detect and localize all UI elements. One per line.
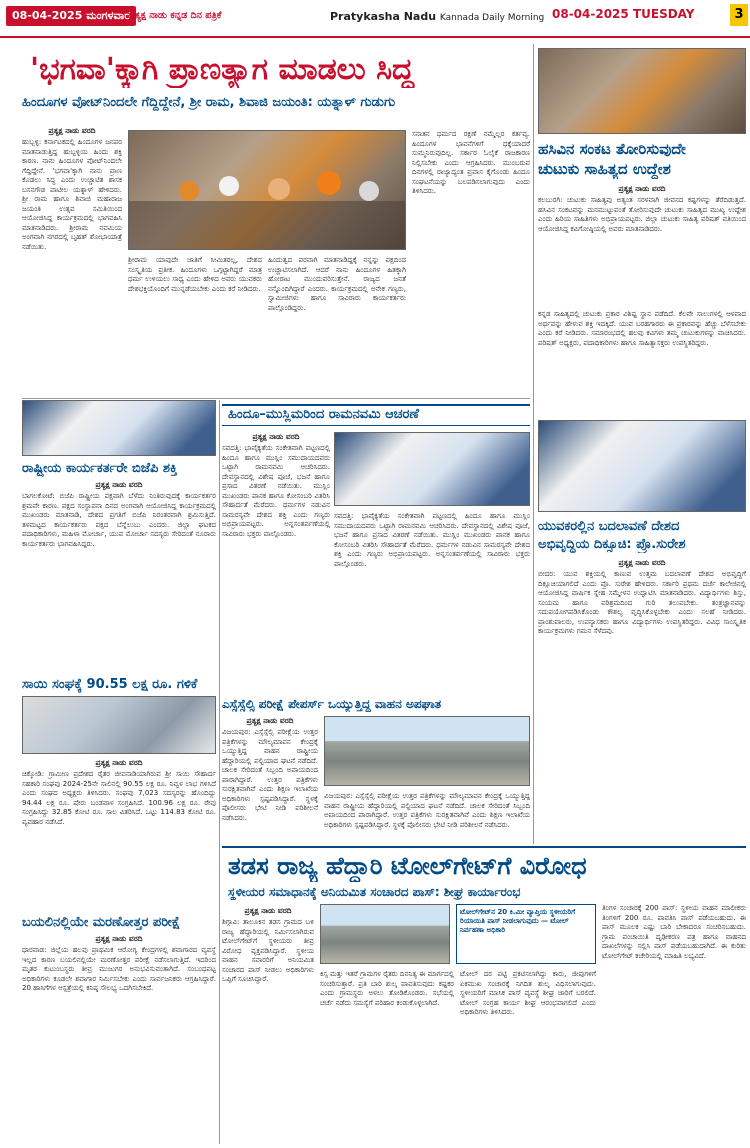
ramnavami-headline: ಹಿಂದೂ–ಮುಸ್ಲಿಮರಿಂದ ರಾಮನವಮಿ ಆಚರಣೆ: [228, 407, 419, 422]
page-number: 3: [730, 4, 748, 26]
accident-byline: ಪ್ರತ್ಯಕ್ಷ ನಾಡು ವರದಿ: [246, 716, 294, 725]
youth-headline-1: ಯುವಕರಲ್ಲಿನ ಬದಲಾವಣೆ ದೇಶದ: [538, 519, 680, 534]
toll-body-4: ತಿಂಗಳ ಸಂಚಾರಕ್ಕೆ 200 ಪಾಸ್: ಸ್ಥಳೀಯ ವಾಹನ ಮಾಲೀಕರು ತಿಂಗಳಿಗೆ 200 ರೂ. ಪಾವತಿಸಿ ಪಾಸ್ ಪಡೆಯಬಹುದು. ಈ ಪಾಸ್ ಮೂಲಕ ಎಷ್ಟು ಬಾರಿ ಬೇಕಾದರೂ ಸಂಚರಿಸಬಹುದು. ಗ್ರಾಮ ಪಂಚಾಯಿತಿ ದೃಢೀಕರಣ ಪತ್ರ ಹಾಗೂ ವಾಹನದ ದಾಖಲೆಗಳನ್ನು ಸಲ್ಲಿಸಿ ಪಾಸ್ ಪಡೆಯಬಹುದಾಗಿದೆ. ಈ ಕುರಿತು ಟೋಲ್‌ಗೇಟ್ ಕಚೇರಿಯಲ್ಲಿ ಮಾಹಿತಿ ಲಭ್ಯವಿದೆ.: [602, 904, 746, 960]
masthead-kn: ಪ್ರತ್ಯಕ್ಷ ನಾಡು ಕನ್ನಡ ದಿನ ಪತ್ರಿಕೆ: [128, 10, 222, 21]
crematorium-body: ಧಾರವಾಡ: ಜಿಲ್ಲೆಯ ಹಲವು ಪ್ರಾಥಮಿಕ ಆರೋಗ್ಯ ಕೇಂದ್ರಗಳಲ್ಲಿ ಶವಾಗಾರದ ವ್ಯವಸ್ಥೆ ಇಲ್ಲದ ಕಾರಣ ಬಯಲಿನಲ್ಲಿಯೇ ಮರಣೋತ್ತರ ಪರೀಕ್ಷೆ ನಡೆಸಲಾಗುತ್ತಿದೆ. ಇದರಿಂದ ಮೃತರ ಕುಟುಂಬಸ್ಥರು ತೀವ್ರ ಮುಜುಗರ ಅನುಭವಿಸುವಂತಾಗಿದೆ. ಸಂಬಂಧಪಟ್ಟ ಅಧಿಕಾರಿಗಳು ಕೂಡಲೇ ಶವಾಗಾರ ನಿರ್ಮಿಸಬೇಕು ಎಂದು ಸಾರ್ವಜನಿಕರು ಆಗ್ರಹಿಸಿದ್ದಾರೆ. 20 ಹಾಸಿಗೆಗಳ ಆಸ್ಪತ್ರೆಯಲ್ಲಿ ಕನಿಷ್ಠ ಸೌಲಭ್ಯ ಒದಗಿಸಬೇಕಿದೆ.: [22, 946, 216, 992]
accident-body-2: ವಿಜಯಪುರ: ಎಸ್ಸೆಸ್ಸೆಲ್ಸಿ ಪರೀಕ್ಷೆಯ ಉತ್ತರ ಪತ್ರಿಕೆಗಳನ್ನು ಮೌಲ್ಯಮಾಪನ ಕೇಂದ್ರಕ್ಕೆ ಒಯ್ಯುತ್ತಿದ್ದ ವಾಹನ ರಾಷ್ಟ್ರೀಯ ಹೆದ್ದಾರಿಯಲ್ಲಿ ಪಲ್ಟಿಯಾದ ಘಟನೆ ನಡೆದಿದೆ. ಚಾಲಕ ಸೇರಿದಂತೆ ಸಿಬ್ಬಂದಿ ಅಪಾಯದಿಂದ ಪಾರಾಗಿದ್ದಾರೆ. ಉತ್ತರ ಪತ್ರಿಕೆಗಳು ಸುರಕ್ಷಿತವಾಗಿವೆ ಎಂದು ಶಿಕ್ಷಣ ಇಲಾಖೆಯ ಅಧಿಕಾರಿಗಳು ಸ್ಪಷ್ಟಪಡಿಸಿದ್ದಾರೆ. ಸ್ಥಳಕ್ಕೆ ಪೊಲೀಸರು ಭೇಟಿ ನೀಡಿ ಪರಿಶೀಲನೆ ನಡೆಸಿದರು.: [324, 792, 530, 829]
masthead-sub: Kannada Daily Morning: [439, 13, 545, 23]
toll-body-3: ಟೋಲ್ ದರ ಪಟ್ಟಿ ಪ್ರಕಟಿಸಲಾಗಿದ್ದು ಕಾರು, ಜೀಪುಗಳಿಗೆ ಏಕಮುಖ ಸಂಚಾರಕ್ಕೆ ನಿಗದಿತ ಶುಲ್ಕ ವಿಧಿಸಲಾಗುವುದು. ಸ್ಥಳೀಯರಿಗೆ ಮಾಸಿಕ ಪಾಸ್ ವ್ಯವಸ್ಥೆ ಶೀಘ್ರ ಜಾರಿಗೆ ಬರಲಿದೆ. ಟೋಲ್ ಸಂಗ್ರಹ ಕಾರ್ಯ ಶೀಘ್ರ ಆರಂಭವಾಗಲಿದೆ ಎಂದು ಅಧಿಕಾರಿಗಳು ತಿಳಿಸಿದರು.: [460, 970, 596, 1016]
date-right: 08-04-2025 TUESDAY: [552, 7, 695, 21]
chutuku-byline: ಪ್ರತ್ಯಕ್ಷ ನಾಡು ವರದಿ: [618, 184, 666, 193]
toll-body-2: ಕಿಸ್ಸ ಮತ್ತು ಇತರೆ ಗ್ರಾಮಗಳ ರೈತರು ದಿನನಿತ್ಯ ಈ ಮಾರ್ಗದಲ್ಲಿ ಸಂಚರಿಸುತ್ತಾರೆ. ಪ್ರತಿ ಬಾರಿ ಶುಲ್ಕ ಪಾವತಿಸುವುದು ಕಷ್ಟಕರ ಎಂದು ಗ್ರಾಮಸ್ಥರು ಅಳಲು ತೋಡಿಕೊಂಡರು. ಸಭೆಯಲ್ಲಿ ಚರ್ಚೆ ನಡೆದು ಸಮಸ್ಯೆಗೆ ಪರಿಹಾರ ಕಂಡುಕೊಳ್ಳಲಾಗಿದೆ.: [320, 970, 454, 1007]
loan-photo: [22, 696, 216, 754]
ramnavami-body: ಸವದತ್ತಿ: ಭಾವೈಕ್ಯತೆಯ ಸಂಕೇತವಾಗಿ ಪಟ್ಟಣದಲ್ಲಿ ಹಿಂದೂ ಹಾಗೂ ಮುಸ್ಲಿಂ ಸಮುದಾಯದವರು ಒಟ್ಟಾಗಿ ರಾಮನವಮಿ ಆಚರಿಸಿದರು. ದೇವಸ್ಥಾನದಲ್ಲಿ ವಿಶೇಷ ಪೂಜೆ, ಭಜನೆ ಹಾಗೂ ಪ್ರಸಾದ ವಿತರಣೆ ನಡೆಯಿತು. ಮುಸ್ಲಿಂ ಮುಖಂಡರು ಪಾನಕ ಹಾಗೂ ಕೋಸಂಬರಿ ವಿತರಿಸಿ ಸೌಹಾರ್ದತೆ ಮೆರೆದರು. ಧರ್ಮಗಳ ನಡುವಿನ ಸಾಮರಸ್ಯವೇ ದೇಶದ ಶಕ್ತಿ ಎಂದು ಗಣ್ಯರು ಅಭಿಪ್ರಾಯಪಟ್ಟರು. ಅನ್ನಸಂತರ್ಪಣೆಯಲ್ಲಿ ಸಾವಿರಾರು ಭಕ್ತರು ಪಾಲ್ಗೊಂಡರು.: [222, 444, 330, 538]
lead-body-col3: ಹಿಂದುತ್ವದ ಪರವಾಗಿ ಮಾತನಾಡಿದ್ದಕ್ಕೆ ನನ್ನನ್ನು ಪಕ್ಷದಿಂದ ಉಚ್ಚಾಟಿಸಲಾಗಿದೆ. ಆದರೆ ನಾನು ಹಿಂದೂಗಳ ಹಿತಕ್ಕಾಗಿ ಹೋರಾಟ ಮುಂದುವರಿಸುತ್ತೇನೆ. ರಾಜ್ಯದ ಜನತೆ ನನ್ನೊಂದಿಗಿದ್ದಾರೆ ಎಂದರು. ಕಾರ್ಯಕ್ರಮದಲ್ಲಿ ಅನೇಕ ಗಣ್ಯರು, ಸ್ವಾಮೀಜಿಗಳು ಹಾಗೂ ಸಾವಿರಾರು ಕಾರ್ಯಕರ್ತರು ಪಾಲ್ಗೊಂಡಿದ್ದರು.: [268, 256, 406, 312]
youth-headline-2: ಅಭಿವೃದ್ಧಿಯ ದಿಕ್ಸೂಚಿ: ಪ್ರೊ.ಸುರೇಶ: [538, 537, 686, 552]
toll-quote-box: ಟೋಲ್‌ಗೇಟ್‌ನ 20 ಕಿ.ಮೀ ವ್ಯಾಪ್ತಿಯ ಸ್ಥಳೀಯರಿಗೆ ರಿಯಾಯಿತಿ ಪಾಸ್ ನೀಡಲಾಗುವುದು — ಟೋಲ್ ನಿರ್ವಹಣಾ ಅಧಿಕಾರಿ: [456, 904, 596, 964]
date-left: 08-04-2025 ಮಂಗಳವಾರ: [6, 6, 136, 26]
loan-body: ಚಿಕ್ಕೋಡಿ: ಗ್ರಾಮೀಣ ಪ್ರದೇಶದ ರೈತರ ಜೀವನಾಡಿಯಾಗಿರುವ ಶ್ರೀ ಸಾಯಿ ಸೌಹಾರ್ದ ಸಹಕಾರಿ ಸಂಘವು 2024-25ನೇ ಸಾಲಿನಲ್ಲಿ 90.55 ಲಕ್ಷ ರೂ. ನಿವ್ವಳ ಲಾಭ ಗಳಿಸಿದೆ ಎಂದು ಸಂಘದ ಅಧ್ಯಕ್ಷರು ತಿಳಿಸಿದರು. ಸಂಘವು 7,023 ಸದಸ್ಯರನ್ನು ಹೊಂದಿದ್ದು 94.44 ಲಕ್ಷ ರೂ. ಷೇರು ಬಂಡವಾಳ ಸಂಗ್ರಹಿಸಿದೆ. 100.96 ಲಕ್ಷ ರೂ. ಠೇವು ಸಂಗ್ರಹಿಸಿದ್ದು 32.85 ಕೋಟಿ ರೂ. ಸಾಲ ವಿತರಿಸಿದೆ. ಒಟ್ಟು 114.83 ಕೋಟಿ ರೂ. ವ್ಯವಹಾರ ನಡೆಸಿದೆ.: [22, 770, 216, 826]
chutuku-body-2: ಕನ್ನಡ ಸಾಹಿತ್ಯದಲ್ಲಿ ಚುಟುಕು ಪ್ರಕಾರ ವಿಶಿಷ್ಟ ಸ್ಥಾನ ಪಡೆದಿದೆ. ಕೆಲವೇ ಸಾಲುಗಳಲ್ಲಿ ಆಳವಾದ ಅರ್ಥವನ್ನು ಹೇಳುವ ಶಕ್ತಿ ಇದಕ್ಕಿದೆ. ಯುವ ಬರಹಗಾರರು ಈ ಪ್ರಕಾರವನ್ನು ಹೆಚ್ಚು ಬೆಳೆಸಬೇಕು ಎಂದು ಕರೆ ನೀಡಿದರು. ಸಮಾರಂಭದಲ್ಲಿ ಹಲವು ಕವಿಗಳು ತಮ್ಮ ಚುಟುಕುಗಳನ್ನು ವಾಚಿಸಿದರು. ಪರಿಷತ್ ಅಧ್ಯಕ್ಷರು, ಪದಾಧಿಕಾರಿಗಳು ಹಾಗೂ ಸಾಹಿತ್ಯಾಸಕ್ತರು ಉಪಸ್ಥಿತರಿದ್ದರು.: [538, 310, 746, 347]
toll-top-rule: [222, 846, 746, 848]
accident-body: ವಿಜಯಪುರ: ಎಸ್ಸೆಸ್ಸೆಲ್ಸಿ ಪರೀಕ್ಷೆಯ ಉತ್ತರ ಪತ್ರಿಕೆಗಳನ್ನು ಮೌಲ್ಯಮಾಪನ ಕೇಂದ್ರಕ್ಕೆ ಒಯ್ಯುತ್ತಿದ್ದ ವಾಹನ ರಾಷ್ಟ್ರೀಯ ಹೆದ್ದಾರಿಯಲ್ಲಿ ಪಲ್ಟಿಯಾದ ಘಟನೆ ನಡೆದಿದೆ. ಚಾಲಕ ಸೇರಿದಂತೆ ಸಿಬ್ಬಂದಿ ಅಪಾಯದಿಂದ ಪಾರಾಗಿದ್ದಾರೆ. ಉತ್ತರ ಪತ್ರಿಕೆಗಳು ಸುರಕ್ಷಿತವಾಗಿವೆ ಎಂದು ಶಿಕ್ಷಣ ಇಲಾಖೆಯ ಅಧಿಕಾರಿಗಳು ಸ್ಪಷ್ಟಪಡಿಸಿದ್ದಾರೆ. ಸ್ಥಳಕ್ಕೆ ಪೊಲೀಸರು ಭೇಟಿ ನೀಡಿ ಪರಿಶೀಲನೆ ನಡೆಸಿದರು.: [222, 728, 318, 822]
masthead-en: [330, 10, 544, 23]
right-top-photo: [538, 48, 746, 134]
toll-byline: ಪ್ರತ್ಯಕ್ಷ ನಾಡು ವರದಿ: [244, 906, 292, 915]
lead-byline: ಪ್ರತ್ಯಕ್ಷ ನಾಡು ವರದಿ: [48, 126, 96, 135]
loan-byline: ಪ್ರತ್ಯಕ್ಷ ನಾಡು ವರದಿ: [95, 758, 143, 767]
column-divider-right: [533, 44, 534, 844]
lead-para-1: ಹುಬ್ಬಳ್ಳಿ: ಕರ್ನಾಟಕದಲ್ಲಿ ಹಿಂದೂಗಳ ಜನಪರ ಮಾತನಾಡುತ್ತಿದ್ದ ಹುಬ್ಬಳ್ಳಿಯ ಹಿಂದು ಶಕ್ತಿ ಕಾರಣ. ನಾನು ಹಿಂದೂಗಳ ವೋಟ್‌ನಿಂದಲೇ ಗೆದ್ದಿದ್ದೇನೆ. 'ಭಗವಾ'ಕ್ಕಾಗಿ ನಾನು ಪ್ರಾಣ ಕೊಡಲು ಸಿದ್ಧ ಎಂದು ಉಚ್ಚಾಟಿತ ಶಾಸಕ ಬಸನಗೌಡ ಪಾಟೀಲ ಯತ್ನಾಳ್ ಹೇಳಿದರು. ಶ್ರೀ ರಾಮ ಹಾಗೂ ಶಿವಾಜಿ ಮಹಾರಾಜ ಜಯಂತಿ ಉತ್ಸವ ಸಮಿತಿಯಿಂದ ಆಯೋಜಿಸಿದ್ದ ಕಾರ್ಯಕ್ರಮದಲ್ಲಿ ಭಾಗವಹಿಸಿ ಮಾತನಾಡಿದರು. ಶ್ರೀರಾಮ ನವಮಿಯ ಅಂಗವಾಗಿ ನಗರದಲ್ಲಿ ಬೃಹತ್ ಶೋಭಾಯಾತ್ರೆ ನಡೆಯಿತು.: [22, 138, 122, 251]
youth-byline: ಪ್ರತ್ಯಕ್ಷ ನಾಡು ವರದಿ: [618, 558, 666, 567]
lead-bottom-rule: [22, 398, 530, 399]
chutuku-headline-1: ಹಸಿವಿನ ಸಂಕಟ ತೋರಿಸುವುದೇ: [538, 140, 686, 158]
youth-photo: [538, 420, 746, 512]
masthead-bar: [0, 0, 750, 38]
crematorium-byline: ಪ್ರತ್ಯಕ್ಷ ನಾಡು ವರದಿ: [95, 934, 143, 943]
toll-body-1: ಶಿಗ್ಗಾವಿ: ತಾಲೂಕಿನ ತಡಸ ಗ್ರಾಮದ ಬಳಿ ರಾಜ್ಯ ಹೆದ್ದಾರಿಯಲ್ಲಿ ನಿರ್ಮಿಸಲಾಗಿರುವ ಟೋಲ್‌ಗೇಟ್‌ಗೆ ಸ್ಥಳೀಯರು ತೀವ್ರ ವಿರೋಧ ವ್ಯಕ್ತಪಡಿಸಿದ್ದಾರೆ. ಸ್ಥಳೀಯ ವಾಹನ ಸವಾರರಿಗೆ ಅನಿಯಮಿತ ಸಂಚಾರದ ಪಾಸ್ ನೀಡಲು ಅಧಿಕಾರಿಗಳು ಒಪ್ಪಿಗೆ ಸೂಚಿಸಿದ್ದಾರೆ.: [222, 918, 314, 983]
toll-headline: ತಡಸ ರಾಜ್ಯ ಹೆದ್ದಾರಿ ಟೋಲ್‌ಗೇಟ್‌ಗೆ ವಿರೋಧ: [228, 852, 587, 880]
bjp-body: ಬಾಗಲಕೋಟೆ: ಬಿಜೆಪಿ ರಾಷ್ಟ್ರೀಯ ಪಕ್ಷವಾಗಿ ಬೆಳೆದು ನಿಂತಿರುವುದಕ್ಕೆ ಕಾರ್ಯಕರ್ತರ ಶ್ರಮವೇ ಕಾರಣ. ಪಕ್ಷದ ಸಂಸ್ಥಾಪನಾ ದಿನದ ಅಂಗವಾಗಿ ಆಯೋಜಿಸಿದ್ದ ಕಾರ್ಯಕ್ರಮದಲ್ಲಿ ಮುಖಂಡರು ಮಾತನಾಡಿ, ದೇಶದ ಪ್ರಗತಿಗೆ ಬಿಜೆಪಿ ನಿರಂತರವಾಗಿ ಶ್ರಮಿಸುತ್ತಿದೆ. ತಳಮಟ್ಟದ ಕಾರ್ಯಕರ್ತರು ಪಕ್ಷದ ಬೆನ್ನೆಲುಬು ಎಂದರು. ಜಿಲ್ಲಾ ಘಟಕದ ಪದಾಧಿಕಾರಿಗಳು, ಮಹಿಳಾ ಮೋರ್ಚಾ, ಯುವ ಮೋರ್ಚಾ ಸದಸ್ಯರು ಸೇರಿದಂತೆ ನೂರಾರು ಕಾರ್ಯಕರ್ತರು ಭಾಗವಹಿಸಿದ್ದರು.: [22, 492, 216, 548]
bjp-headline: ರಾಷ್ಟ್ರೀಯ ಕಾರ್ಯಕರ್ತರೇ ಬಿಜೆಪಿ ಶಕ್ತಿ: [22, 461, 178, 476]
accident-headline: ಎಸ್ಸೆಸ್ಸೆಲ್ಸಿ ಪರೀಕ್ಷೆ ಪೇಪರ್ಸ್ ಒಯ್ಯುತ್ತಿದ್ದ ವಾಹನ ಅಪಘಾತ: [222, 697, 442, 711]
toll-subhead: ಸ್ಥಳೀಯರ ಸಮಾಧಾನಕ್ಕೆ ಅನಿಯಮಿತ ಸಂಚಾರದ ಪಾಸ್: ಶೀಘ್ರ ಕಾರ್ಯಾರಂಭ: [228, 885, 521, 899]
ramnavami-photo: [334, 432, 530, 506]
accident-photo: [324, 716, 530, 786]
lead-subhead: ಹಿಂದೂಗಳ ವೋಟ್‌ನಿಂದಲೇ ಗೆದ್ದಿದ್ದೇನೆ, ಶ್ರೀ ರಾಮ, ಶಿವಾಜಿ ಜಯಂತಿ: ಯತ್ನಾಳ್ ಗುಡುಗು: [22, 95, 396, 110]
crowd-illustration: [129, 131, 406, 250]
lead-photo-rally: [128, 130, 406, 250]
bjp-photo: [22, 400, 216, 456]
loan-headline: ಸಾಯಿ ಸಂಘಕ್ಕೆ 90.55 ಲಕ್ಷ ರೂ. ಗಳಿಕೆ: [22, 677, 198, 692]
ramnavami-byline: ಪ್ರತ್ಯಕ್ಷ ನಾಡು ವರದಿ: [252, 432, 300, 441]
lead-body-col2: ಶ್ರೀರಾಮ ಯಾವುದೇ ಜಾತಿಗೆ ಸೀಮಿತರಲ್ಲ, ದೇಶದ ಸಂಸ್ಕೃತಿಯ ಪ್ರತೀಕ. ಹಿಂದೂಗಳು ಒಗ್ಗಟ್ಟಾಗಿದ್ದರೆ ಮಾತ್ರ ಧರ್ಮ ಉಳಿಯಲು ಸಾಧ್ಯ ಎಂದು ಹೇಳಿದ ಅವರು ಯುವಕರು ದೇಶಭಕ್ತಿಯೊಂದಿಗೆ ಮುನ್ನಡೆಯಬೇಕು ಎಂದು ಕರೆ ನೀಡಿದರು.: [128, 256, 262, 293]
ramnavami-body-2: ಸವದತ್ತಿ: ಭಾವೈಕ್ಯತೆಯ ಸಂಕೇತವಾಗಿ ಪಟ್ಟಣದಲ್ಲಿ ಹಿಂದೂ ಹಾಗೂ ಮುಸ್ಲಿಂ ಸಮುದಾಯದವರು ಒಟ್ಟಾಗಿ ರಾಮನವಮಿ ಆಚರಿಸಿದರು. ದೇವಸ್ಥಾನದಲ್ಲಿ ವಿಶೇಷ ಪೂಜೆ, ಭಜನೆ ಹಾಗೂ ಪ್ರಸಾದ ವಿತರಣೆ ನಡೆಯಿತು. ಮುಸ್ಲಿಂ ಮುಖಂಡರು ಪಾನಕ ಹಾಗೂ ಕೋಸಂಬರಿ ವಿತರಿಸಿ ಸೌಹಾರ್ದತೆ ಮೆರೆದರು. ಧರ್ಮಗಳ ನಡುವಿನ ಸಾಮರಸ್ಯವೇ ದೇಶದ ಶಕ್ತಿ ಎಂದು ಗಣ್ಯರು ಅಭಿಪ್ರಾಯಪಟ್ಟರು. ಅನ್ನಸಂತರ್ಪಣೆಯಲ್ಲಿ ಸಾವಿರಾರು ಭಕ್ತರು ಪಾಲ್ಗೊಂಡರು.: [334, 512, 530, 568]
lead-headline: 'ಭಗವಾ'ಕ್ಕಾಗಿ ಪ್ರಾಣತ್ಯಾಗ ಮಾಡಲು ಸಿದ್ಧ: [30, 52, 414, 87]
youth-body: ಬೀದರ: ಯುವ ಶಕ್ತಿಯಲ್ಲಿ ಕಾಣುವ ಉತ್ತಮ ಬದಲಾವಣೆ ದೇಶದ ಅಭಿವೃದ್ಧಿಗೆ ದಿಕ್ಸೂಚಿಯಾಗಲಿದೆ ಎಂದು ಪ್ರೊ. ಸುರೇಶ ಹೇಳಿದರು. ಸರ್ಕಾರಿ ಪ್ರಥಮ ದರ್ಜೆ ಕಾಲೇಜಿನಲ್ಲಿ ಆಯೋಜಿಸಿದ್ದ ವಾರ್ಷಿಕ ಸ್ನೇಹ ಸಮ್ಮೇಳನ ಉದ್ಘಾಟಿಸಿ ಮಾತನಾಡಿದರು. ವಿದ್ಯಾರ್ಥಿಗಳು ಶಿಸ್ತು, ಸಂಯಮ ಹಾಗೂ ಪರಿಶ್ರಮದಿಂದ ಗುರಿ ತಲುಪಬೇಕು. ತಂತ್ರಜ್ಞಾನವನ್ನು ಸದುಪಯೋಗಪಡಿಸಿಕೊಂಡು ಕೌಶಲ್ಯ ವೃದ್ಧಿಸಿಕೊಳ್ಳಬೇಕು ಎಂದು ಸಲಹೆ ನೀಡಿದರು. ಪ್ರಾಂಶುಪಾಲರು, ಉಪನ್ಯಾಸಕರು ಹಾಗೂ ವಿದ್ಯಾರ್ಥಿಗಳು ಉಪಸ್ಥಿತರಿದ್ದರು. ವಿವಿಧ ಸಾಂಸ್ಕೃತಿಕ ಕಾರ್ಯಕ್ರಮಗಳು ಗಮನ ಸೆಳೆದವು.: [538, 570, 746, 635]
lead-body-col4: ಸನಾತನ ಧರ್ಮದ ರಕ್ಷಣೆ ನಮ್ಮೆಲ್ಲರ ಕರ್ತವ್ಯ. ಹಿಂದೂಗಳ ಭಾವನೆಗಳಿಗೆ ಧಕ್ಕೆಯಾದರೆ ಸುಮ್ಮನಿರುವುದಿಲ್ಲ. ಸರ್ಕಾರ ಓಲೈಕೆ ರಾಜಕಾರಣ ನಿಲ್ಲಿಸಬೇಕು ಎಂದು ಆಗ್ರಹಿಸಿದರು. ಮುಂಬರುವ ದಿನಗಳಲ್ಲಿ ರಾಜ್ಯಾದ್ಯಂತ ಪ್ರವಾಸ ಕೈಗೊಂಡು ಹಿಂದೂ ಸಂಘಟನೆಯನ್ನು ಬಲಪಡಿಸಲಾಗುವುದು ಎಂದು ತಿಳಿಸಿದರು.: [412, 130, 530, 195]
chutuku-headline-2: ಚುಟುಕು ಸಾಹಿತ್ಯದ ಉದ್ದೇಶ: [538, 160, 671, 178]
masthead-title: Pratykasha Nadu: [330, 10, 437, 23]
lead-body-col1: [22, 138, 122, 393]
column-divider-left: [219, 400, 220, 1144]
crematorium-headline: ಬಯಲಿನಲ್ಲಿಯೇ ಮರಣೋತ್ತರ ಪರೀಕ್ಷೆ: [22, 915, 181, 930]
chutuku-body-1: ಕಲಬುರಗಿ: ಚುಟುಕು ಸಾಹಿತ್ಯವು ಅತ್ಯಂತ ಸರಳವಾಗಿ ಜೀವನದ ಕಷ್ಟಗಳನ್ನು ತೆರೆದಿಡುತ್ತದೆ. ಹಸಿವಿನ ಸಂಕಟವನ್ನು ಮನಮುಟ್ಟುವಂತೆ ತೋರಿಸುವುದೇ ಚುಟುಕು ಸಾಹಿತ್ಯದ ಮುಖ್ಯ ಉದ್ದೇಶ ಎಂದು ಹಿರಿಯ ಸಾಹಿತಿಗಳು ಅಭಿಪ್ರಾಯಪಟ್ಟರು. ಜಿಲ್ಲಾ ಚುಟುಕು ಸಾಹಿತ್ಯ ಪರಿಷತ್ ವತಿಯಿಂದ ಆಯೋಜಿಸಿದ್ದ ಕವಿಗೋಷ್ಠಿಯಲ್ಲಿ ಅವರು ಮಾತನಾಡಿದರು.: [538, 196, 746, 233]
toll-photo: [320, 904, 450, 964]
bjp-byline: ಪ್ರತ್ಯಕ್ಷ ನಾಡು ವರದಿ: [95, 480, 143, 489]
